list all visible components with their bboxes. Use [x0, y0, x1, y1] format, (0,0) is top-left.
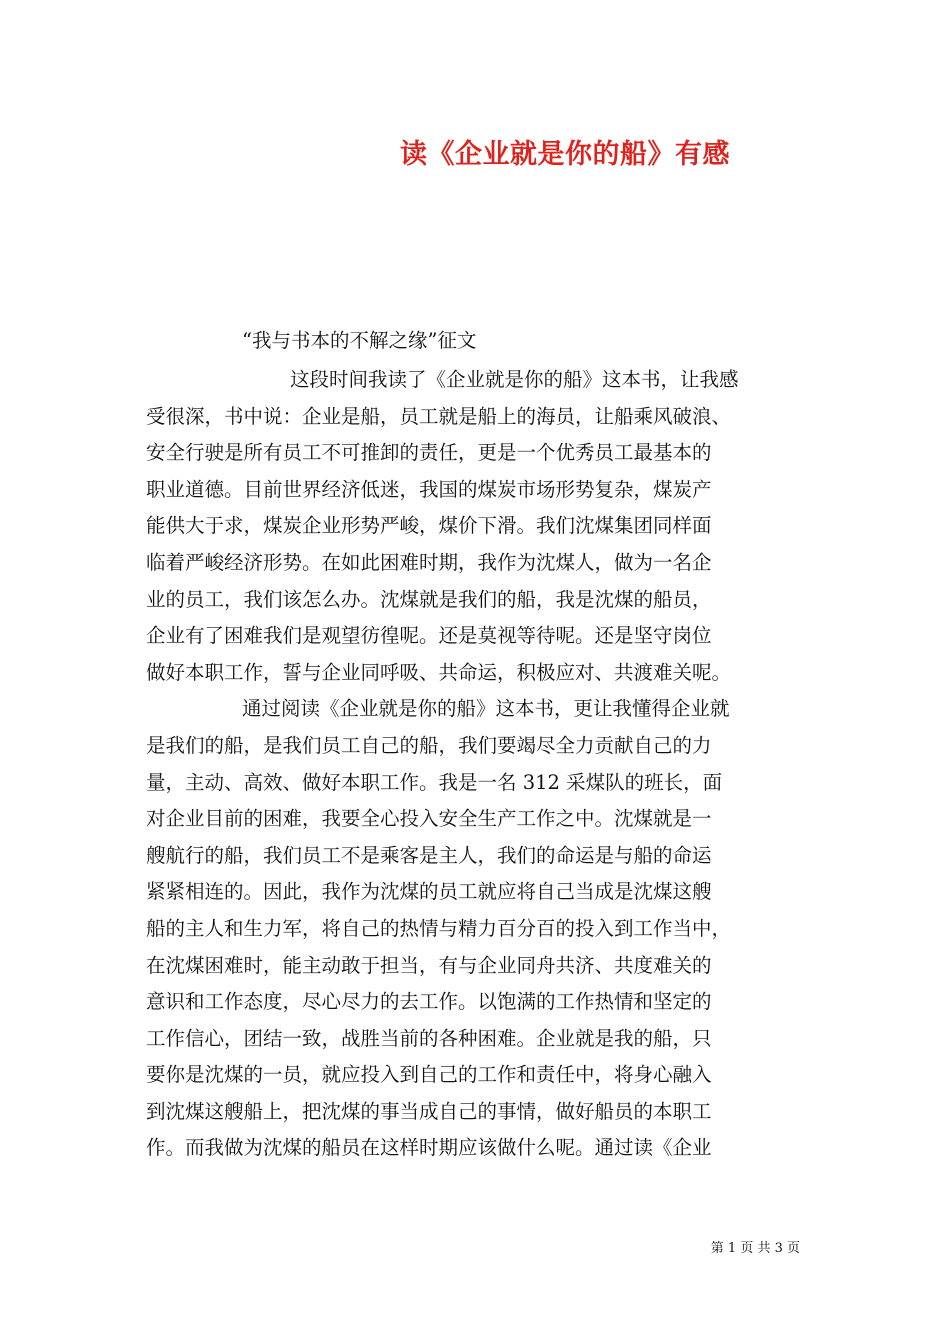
- text-line: 意识和工作态度，尽心尽力的去工作。以饱满的工作热情和坚定的: [146, 990, 712, 1014]
- page-footer: 第 1 页 共 3 页: [710, 1241, 800, 1256]
- text-line: 到沈煤这艘船上，把沈煤的事当成自己的事情，做好船员的本职工: [146, 1099, 712, 1123]
- text-line: 是我们的船，是我们员工自己的船，我们要竭尽全力贡献自己的力: [146, 733, 712, 757]
- body-text: [146, 362, 811, 1167]
- text-line: 通过阅读《企业就是你的船》这本书，更让我懂得企业就: [242, 697, 730, 721]
- text-line: 对企业目前的困难，我要全心投入安全生产工作之中。沈煤就是一: [146, 807, 712, 831]
- text-line: 要你是沈煤的一员，就应投入到自己的工作和责任中，将身心融入: [146, 1063, 712, 1087]
- text-line: 紧紧相连的。因此，我作为沈煤的员工就应将自己当成是沈煤这艘: [146, 880, 712, 904]
- document-title: 读《企业就是你的船》有感: [400, 139, 730, 170]
- text-line: 这段时间我读了《企业就是你的船》这本书，让我感: [290, 368, 739, 391]
- text-line: 业的员工，我们该怎么办。沈煤就是我们的船，我是沈煤的船员，: [146, 587, 712, 611]
- text-line: 能供大于求，煤炭企业形势严峻，煤价下滑。我们沈煤集团同样面: [146, 514, 712, 538]
- text-line: 企业有了困难我们是观望彷徨呢。还是莫视等待呢。还是坚守岗位: [146, 624, 712, 648]
- text-line: 职业道德。目前世界经济低迷，我国的煤炭市场形势复杂，煤炭产: [146, 477, 712, 501]
- text-line: 做好本职工作，誓与企业同呼吸、共命运，积极应对、共渡难关呢。: [146, 660, 732, 684]
- text-line: 安全行驶是所有员工不可推卸的责任，更是一个优秀员工最基本的: [146, 441, 712, 465]
- text-line: 作。而我做为沈煤的船员在这样时期应该做什么呢。通过读《企业: [146, 1136, 712, 1160]
- document-subtitle: “我与书本的不解之缘”征文: [242, 329, 477, 352]
- text-line: 船的主人和生力军，将自己的热情与精力百分百的投入到工作当中，: [146, 916, 732, 940]
- text-line: 工作信心，团结一致，战胜当前的各种困难。企业就是我的船，只: [146, 1026, 712, 1050]
- text-line: 艘航行的船，我们员工不是乘客是主人，我们的命运是与船的命运: [146, 843, 712, 867]
- text-line: 量，主动、高效、做好本职工作。我是一名 312 采煤队的班长，面: [146, 770, 723, 794]
- text-line: 受很深，书中说：企业是船，员工就是船上的海员，让船乘风破浪、: [146, 404, 732, 428]
- text-line: 临着严峻经济形势。在如此困难时期，我作为沈煤人，做为一名企: [146, 550, 712, 574]
- text-line: 在沈煤困难时，能主动敢于担当，有与企业同舟共济、共度难关的: [146, 953, 712, 977]
